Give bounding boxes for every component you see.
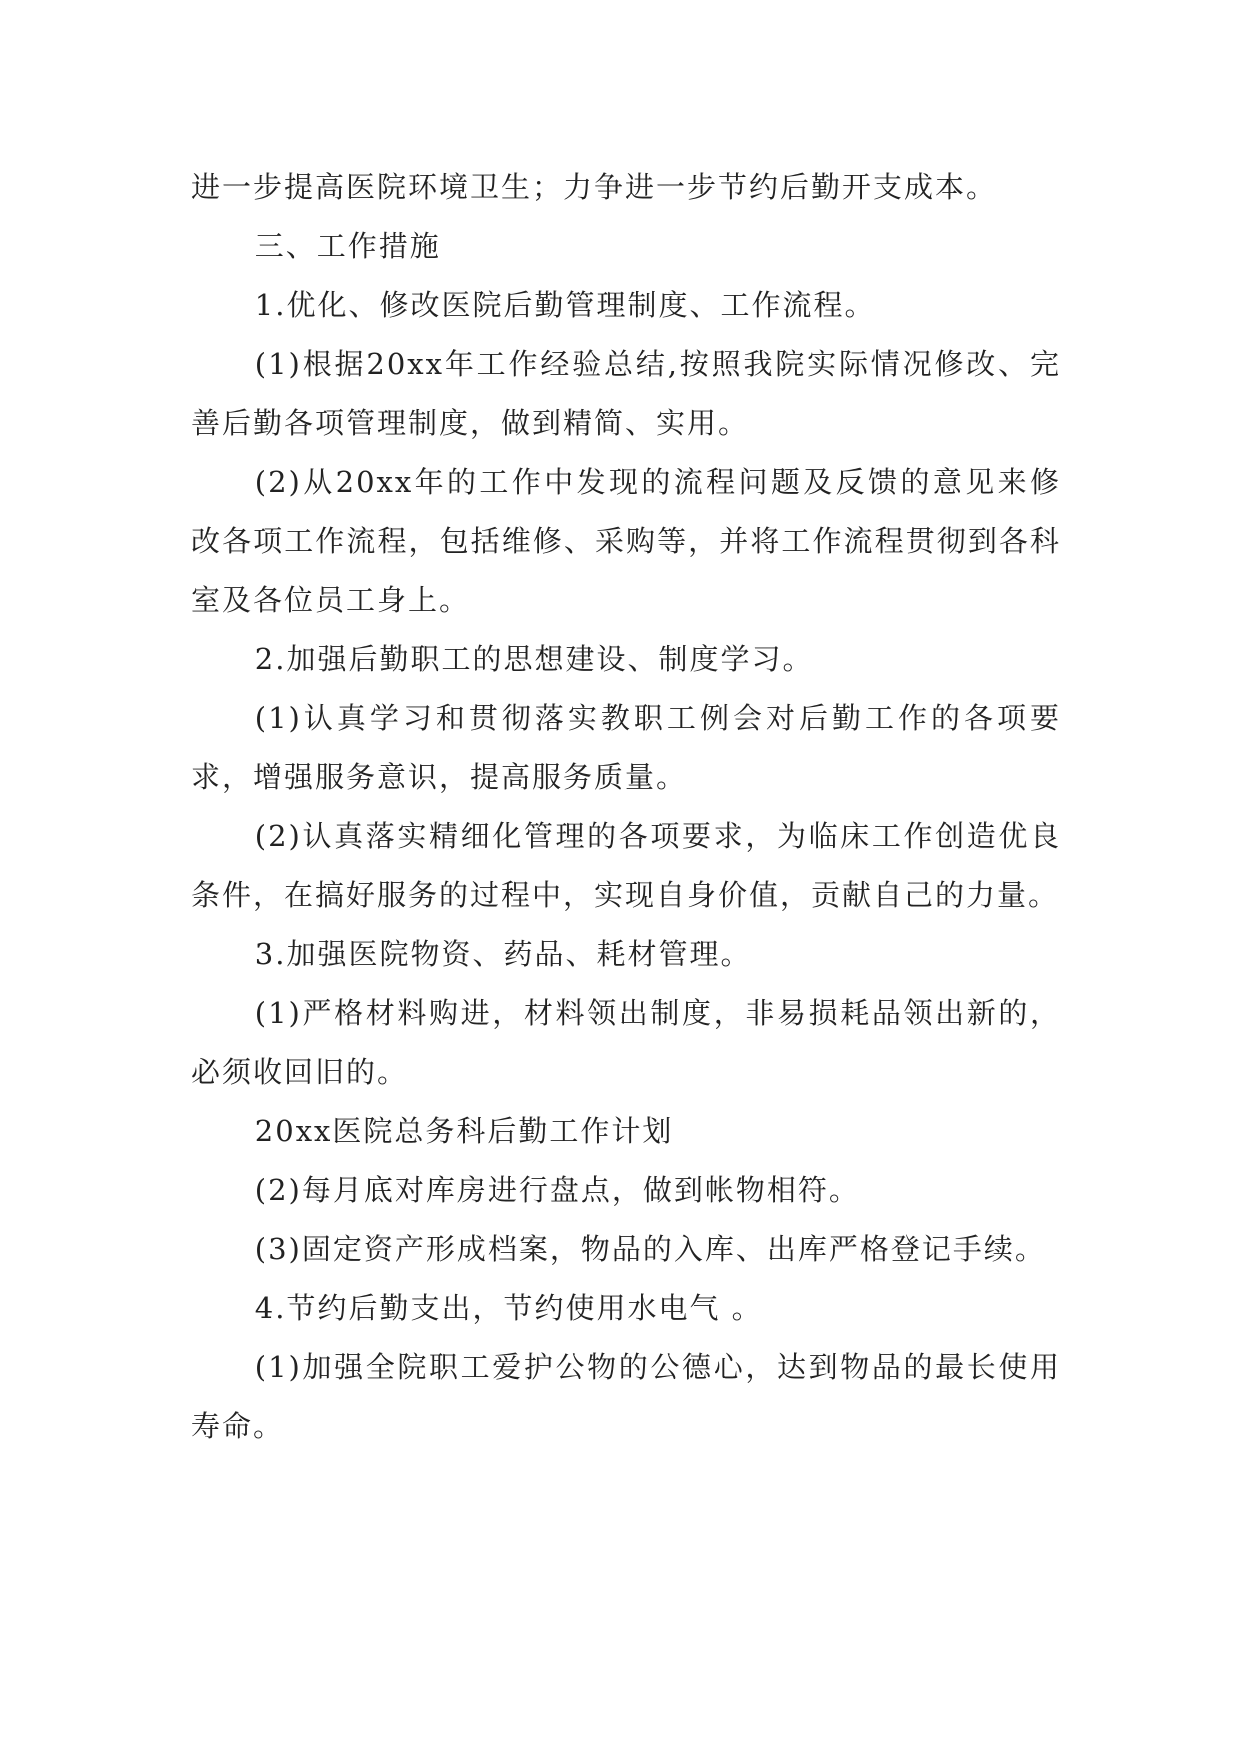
document-title-line: 20xx医院总务科后勤工作计划 (254, 1114, 674, 1148)
subitem-1-1: (1)根据20xx年工作经验总结,按照我院实际情况修改、完善后勤各项管理制度，做到精简、实用。 (191, 347, 1061, 440)
item-heading-1: 1.优化、修改医院后勤管理制度、工作流程。 (254, 288, 876, 322)
paragraph-intro-continuation: 进一步提高医院环境卫生；力争进一步节约后勤开支成本。 (191, 170, 998, 204)
subitem-2-2: (2)认真落实精细化管理的各项要求，为临床工作创造优良条件，在搞好服务的过程中，实现自身价值，贡献自己的力量。 (191, 819, 1061, 912)
item-heading-2: 2.加强后勤职工的思想建设、制度学习。 (254, 642, 814, 676)
subitem-3-1: (1)严格材料购进，材料领出制度，非易损耗品领出新的，必须收回旧的。 (191, 996, 1061, 1089)
subitem-3-2: (2)每月底对库房进行盘点，做到帐物相符。 (254, 1173, 860, 1207)
subitem-4-1: (1)加强全院职工爱护公物的公德心，达到物品的最长使用寿命。 (191, 1350, 1061, 1443)
item-heading-3: 3.加强医院物资、药品、耗材管理。 (254, 937, 752, 971)
subitem-3-3: (3)固定资产形成档案，物品的入库、出库严格登记手续。 (254, 1232, 1046, 1266)
subitem-2-1: (1)认真学习和贯彻落实教职工例会对后勤工作的各项要求，增强服务意识，提高服务质量。 (191, 701, 1061, 794)
subitem-1-2: (2)从20xx年的工作中发现的流程问题及反馈的意见来修改各项工作流程，包括维修、采购等，并将工作流程贯彻到各科室及各位员工身上。 (191, 465, 1061, 617)
document-body (191, 158, 1061, 1456)
item-heading-4: 4.节约后勤支出，节约使用水电气 。 (254, 1291, 763, 1325)
section-heading-work-measures: 三、工作措施 (254, 229, 441, 263)
